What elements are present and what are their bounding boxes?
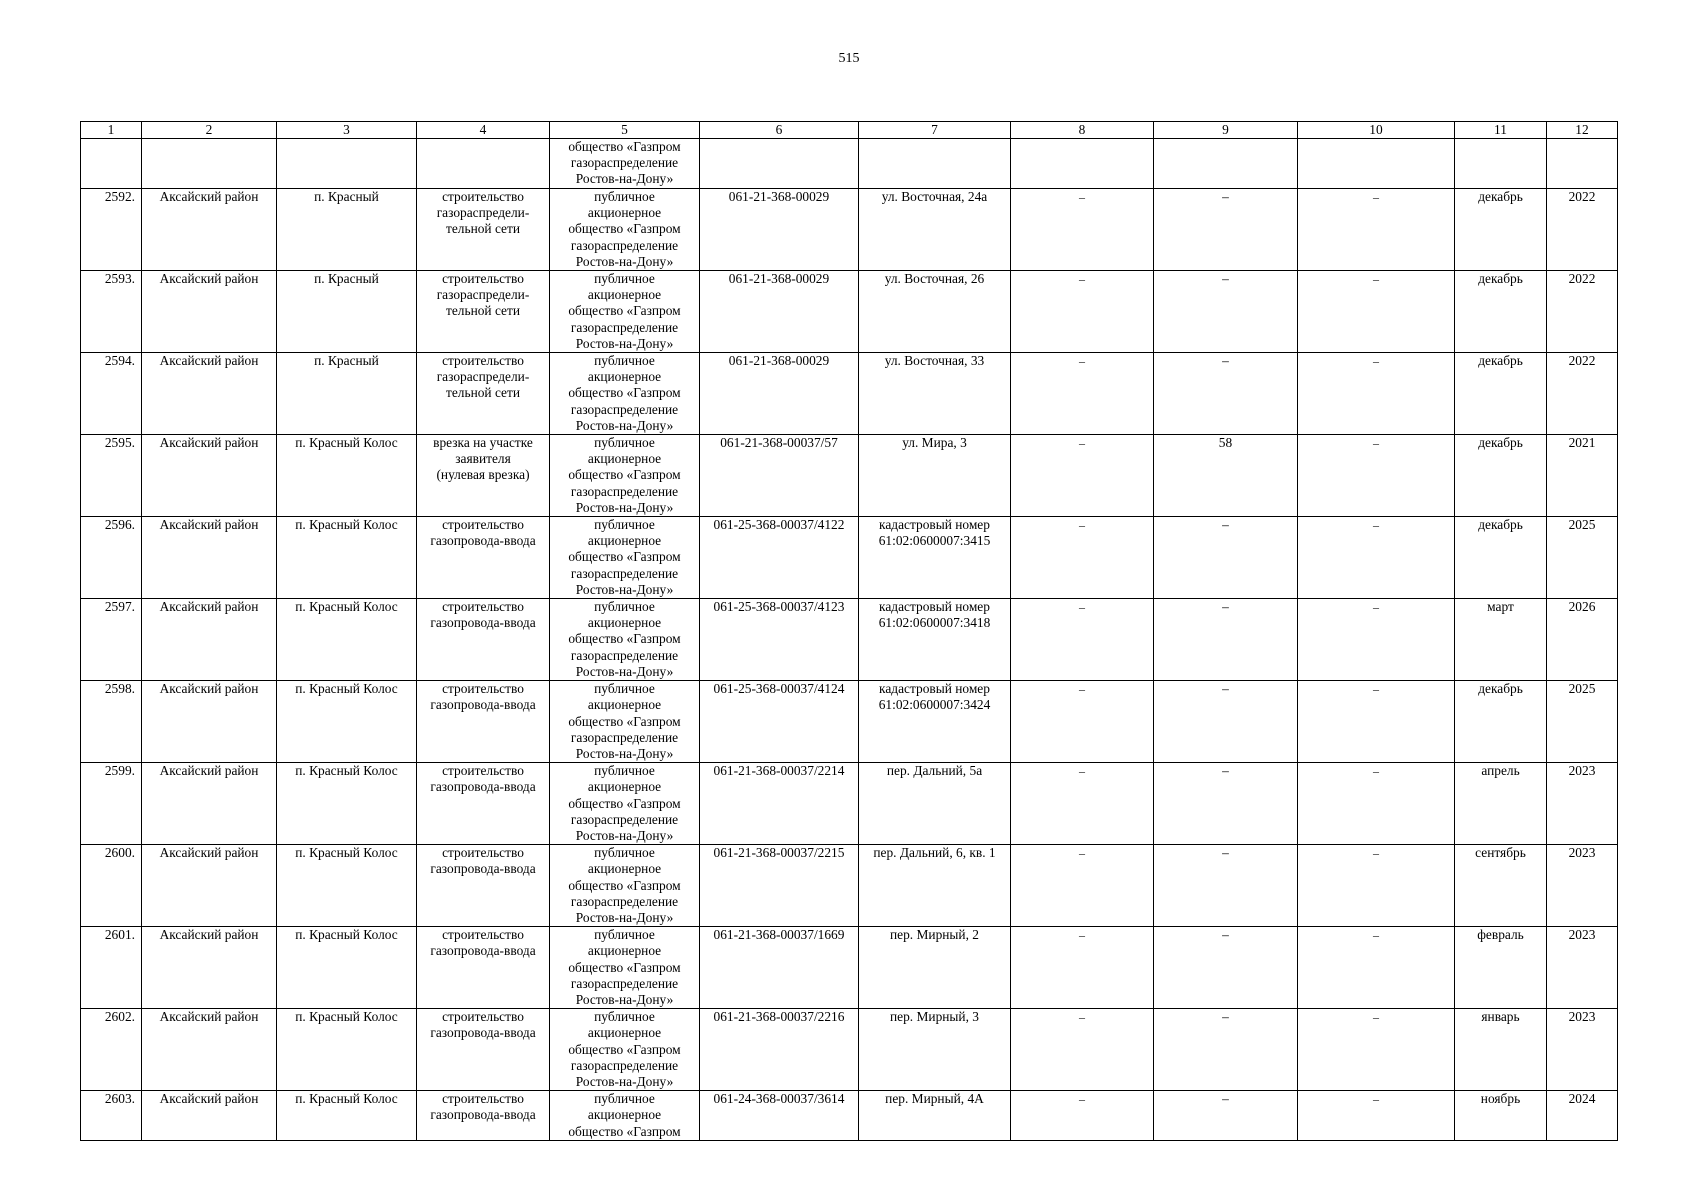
org-line: Ростов-на-Дону» xyxy=(575,253,674,269)
district-cell: Аксайский район xyxy=(142,1091,277,1141)
org-line: газораспределение xyxy=(570,811,679,827)
column-number-9: 9 xyxy=(1154,122,1298,139)
column-number-6: 6 xyxy=(700,122,859,139)
org-line: публичное xyxy=(594,681,655,697)
org-line: Ростов-на-Дону» xyxy=(575,335,674,351)
address-cell xyxy=(859,763,1011,845)
work-type-line: заявителя xyxy=(455,451,511,467)
value-cell-9: – xyxy=(1154,599,1298,681)
address-line: ул. Восточная, 26 xyxy=(884,271,985,287)
address-line: пер. Мирный, 2 xyxy=(890,927,979,943)
locality-cell: п. Красный Колос xyxy=(277,1091,417,1141)
locality-cell: п. Красный xyxy=(277,189,417,271)
org-line: Ростов-на-Дону» xyxy=(575,581,674,597)
org-line: публичное xyxy=(594,435,655,451)
org-line: публичное xyxy=(594,517,655,533)
org-line: акционерное xyxy=(587,1107,662,1123)
year-cell: 2025 xyxy=(1547,681,1618,763)
month-cell: ноябрь xyxy=(1455,1091,1547,1141)
org-line: публичное xyxy=(594,763,655,779)
org-line: Ростов-на-Дону» xyxy=(575,1073,674,1089)
value-cell-9: – xyxy=(1154,1009,1298,1091)
year-cell: 2023 xyxy=(1547,1009,1618,1091)
value-cell-10: – xyxy=(1298,599,1455,681)
row-number-cell: 2601. xyxy=(81,927,142,1009)
year-cell: 2022 xyxy=(1547,189,1618,271)
table-row xyxy=(81,353,1618,435)
address-line: пер. Мирный, 3 xyxy=(890,1009,979,1025)
org-cell xyxy=(550,271,700,353)
month-cell: декабрь xyxy=(1455,681,1547,763)
org-line: газораспределение xyxy=(570,893,679,909)
month-cell: декабрь xyxy=(1455,189,1547,271)
org-line: публичное xyxy=(594,599,655,615)
locality-cell: п. Красный Колос xyxy=(277,517,417,599)
org-line: акционерное xyxy=(587,205,662,221)
empty-cell xyxy=(1011,139,1154,189)
code-cell: 061-25-368-00037/4122 xyxy=(700,517,859,599)
table-row xyxy=(81,271,1618,353)
code-cell: 061-21-368-00037/1669 xyxy=(700,927,859,1009)
year-cell: 2024 xyxy=(1547,1091,1618,1141)
table-row xyxy=(81,845,1618,927)
value-cell-10: – xyxy=(1298,1009,1455,1091)
row-number-cell: 2602. xyxy=(81,1009,142,1091)
work-type-line: строительство xyxy=(442,681,524,697)
address-cell xyxy=(859,189,1011,271)
org-line: общество «Газпром xyxy=(568,1041,681,1057)
address-cell xyxy=(859,271,1011,353)
org-line: публичное xyxy=(594,1009,655,1025)
org-line: Ростов-на-Дону» xyxy=(575,171,674,187)
org-line: общество «Газпром xyxy=(568,959,681,975)
year-cell: 2021 xyxy=(1547,435,1618,517)
district-cell: Аксайский район xyxy=(142,845,277,927)
address-line: пер. Дальний, 5а xyxy=(886,763,983,779)
registry-table-body xyxy=(81,122,1618,1141)
address-cell xyxy=(859,353,1011,435)
table-row xyxy=(81,1091,1618,1141)
code-cell: 061-24-368-00037/3614 xyxy=(700,1091,859,1141)
row-number-cell: 2597. xyxy=(81,599,142,681)
work-type-cell xyxy=(417,271,550,353)
column-number-row xyxy=(81,122,1618,139)
district-cell: Аксайский район xyxy=(142,517,277,599)
org-line: газораспределение xyxy=(570,647,679,663)
empty-cell xyxy=(1298,139,1455,189)
org-line: Ростов-на-Дону» xyxy=(575,499,674,515)
address-cell xyxy=(859,845,1011,927)
org-cell xyxy=(550,763,700,845)
value-cell-10: – xyxy=(1298,435,1455,517)
column-number-2: 2 xyxy=(142,122,277,139)
value-cell-8: – xyxy=(1011,517,1154,599)
year-cell: 2023 xyxy=(1547,927,1618,1009)
org-cell xyxy=(550,189,700,271)
org-line: общество «Газпром xyxy=(568,549,681,565)
month-cell: март xyxy=(1455,599,1547,681)
row-number-cell: 2596. xyxy=(81,517,142,599)
address-line: кадастровый номер xyxy=(879,681,990,697)
work-type-cell xyxy=(417,517,550,599)
address-cell xyxy=(859,681,1011,763)
org-line: акционерное xyxy=(587,369,662,385)
work-type-line: строительство xyxy=(442,1091,524,1107)
work-type-line: газопровода-ввода xyxy=(430,779,536,795)
address-line: 61:02:0600007:3415 xyxy=(878,533,991,549)
code-cell: 061-21-368-00029 xyxy=(700,189,859,271)
work-type-line: строительство xyxy=(442,1009,524,1025)
locality-cell: п. Красный Колос xyxy=(277,763,417,845)
value-cell-8: – xyxy=(1011,1091,1154,1141)
value-cell-9: – xyxy=(1154,927,1298,1009)
value-cell-8: – xyxy=(1011,927,1154,1009)
empty-cell xyxy=(700,139,859,189)
value-cell-10: – xyxy=(1298,763,1455,845)
work-type-cell xyxy=(417,435,550,517)
value-cell-8: – xyxy=(1011,763,1154,845)
value-cell-9: – xyxy=(1154,353,1298,435)
address-line: кадастровый номер xyxy=(879,517,990,533)
value-cell-9: – xyxy=(1154,681,1298,763)
month-cell: апрель xyxy=(1455,763,1547,845)
month-cell: декабрь xyxy=(1455,517,1547,599)
address-line: ул. Восточная, 24а xyxy=(881,189,988,204)
district-cell: Аксайский район xyxy=(142,189,277,271)
code-cell: 061-21-368-00037/2215 xyxy=(700,845,859,927)
org-line: общество «Газпром xyxy=(568,713,681,729)
month-cell: январь xyxy=(1455,1009,1547,1091)
org-line: общество «Газпром xyxy=(568,877,681,893)
code-cell: 061-21-368-00029 xyxy=(700,271,859,353)
month-cell: декабрь xyxy=(1455,271,1547,353)
org-line: акционерное xyxy=(587,779,662,795)
value-cell-9: 58 xyxy=(1154,435,1298,517)
org-line: газораспределение xyxy=(570,1057,679,1073)
locality-cell: п. Красный xyxy=(277,353,417,435)
work-type-cell xyxy=(417,927,550,1009)
org-line: Ростов-на-Дону» xyxy=(575,417,674,433)
org-line: акционерное xyxy=(587,533,662,549)
table-row xyxy=(81,435,1618,517)
org-line: публичное xyxy=(594,353,655,369)
address-line: ул. Восточная, 33 xyxy=(884,353,985,369)
address-line: 61:02:0600007:3418 xyxy=(878,615,991,631)
column-number-5: 5 xyxy=(550,122,700,139)
org-line: Ростов-на-Дону» xyxy=(575,909,674,925)
column-number-1: 1 xyxy=(81,122,142,139)
registry-table xyxy=(80,121,1618,1141)
work-type-cell xyxy=(417,189,550,271)
work-type-line: врезка на участке xyxy=(433,435,533,451)
empty-cell xyxy=(859,139,1011,189)
work-type-line: газопровода-ввода xyxy=(430,615,536,631)
year-cell: 2023 xyxy=(1547,763,1618,845)
district-cell: Аксайский район xyxy=(142,435,277,517)
district-cell: Аксайский район xyxy=(142,353,277,435)
address-cell xyxy=(859,599,1011,681)
column-number-8: 8 xyxy=(1011,122,1154,139)
org-line: публичное xyxy=(594,845,655,861)
locality-cell: п. Красный Колос xyxy=(277,927,417,1009)
org-line: акционерное xyxy=(587,943,662,959)
work-type-line: газопровода-ввода xyxy=(430,1107,536,1123)
value-cell-9: – xyxy=(1154,271,1298,353)
month-cell: декабрь xyxy=(1455,353,1547,435)
address-line: пер. Мирный, 4А xyxy=(885,1091,984,1107)
table-row xyxy=(81,599,1618,681)
row-number-cell: 2598. xyxy=(81,681,142,763)
org-cell xyxy=(550,517,700,599)
empty-cell xyxy=(1154,139,1298,189)
value-cell-8: – xyxy=(1011,681,1154,763)
address-line: пер. Дальний, 6, кв. 1 xyxy=(873,845,996,861)
org-line: публичное xyxy=(594,1091,655,1107)
code-cell: 061-21-368-00037/2214 xyxy=(700,763,859,845)
work-type-line: тельной сети xyxy=(445,385,521,401)
work-type-line: тельной сети xyxy=(445,221,521,237)
work-type-line: газораспредели- xyxy=(436,205,530,221)
work-type-cell xyxy=(417,353,550,435)
org-line: общество «Газпром xyxy=(568,1123,681,1139)
district-cell: Аксайский район xyxy=(142,763,277,845)
district-cell: Аксайский район xyxy=(142,1009,277,1091)
value-cell-8: – xyxy=(1011,353,1154,435)
table-row xyxy=(81,681,1618,763)
work-type-line: строительство xyxy=(442,189,524,204)
year-cell: 2025 xyxy=(1547,517,1618,599)
org-line: газораспределение xyxy=(570,565,679,581)
column-number-7: 7 xyxy=(859,122,1011,139)
empty-cell xyxy=(1455,139,1547,189)
value-cell-8: – xyxy=(1011,435,1154,517)
address-cell xyxy=(859,517,1011,599)
code-cell: 061-21-368-00037/2216 xyxy=(700,1009,859,1091)
org-cell xyxy=(550,435,700,517)
org-line: газораспределение xyxy=(570,401,679,417)
value-cell-8: – xyxy=(1011,189,1154,271)
work-type-line: газораспредели- xyxy=(436,369,530,385)
locality-cell: п. Красный Колос xyxy=(277,1009,417,1091)
work-type-cell xyxy=(417,845,550,927)
work-type-line: строительство xyxy=(442,271,524,287)
address-cell xyxy=(859,1009,1011,1091)
column-number-11: 11 xyxy=(1455,122,1547,139)
org-line: акционерное xyxy=(587,1025,662,1041)
value-cell-10: – xyxy=(1298,189,1455,271)
org-cell xyxy=(550,139,700,189)
org-line: публичное xyxy=(594,927,655,943)
row-number-cell: 2592. xyxy=(81,189,142,271)
org-line: газораспределение xyxy=(570,319,679,335)
district-cell: Аксайский район xyxy=(142,681,277,763)
work-type-line: строительство xyxy=(442,599,524,615)
row-number-cell: 2600. xyxy=(81,845,142,927)
org-cell xyxy=(550,845,700,927)
work-type-line: строительство xyxy=(442,845,524,861)
work-type-line: газопровода-ввода xyxy=(430,861,536,877)
org-cell xyxy=(550,1091,700,1141)
org-line: общество «Газпром xyxy=(568,795,681,811)
column-number-3: 3 xyxy=(277,122,417,139)
column-number-4: 4 xyxy=(417,122,550,139)
value-cell-8: – xyxy=(1011,271,1154,353)
work-type-line: газопровода-ввода xyxy=(430,533,536,549)
work-type-cell xyxy=(417,763,550,845)
value-cell-10: – xyxy=(1298,1091,1455,1141)
org-line: публичное xyxy=(594,271,655,287)
work-type-line: строительство xyxy=(442,927,524,943)
value-cell-9: – xyxy=(1154,763,1298,845)
empty-cell xyxy=(277,139,417,189)
org-line: общество «Газпром xyxy=(568,631,681,647)
org-line: общество «Газпром xyxy=(568,139,681,154)
row-number-cell: 2594. xyxy=(81,353,142,435)
month-cell: сентябрь xyxy=(1455,845,1547,927)
district-cell: Аксайский район xyxy=(142,271,277,353)
value-cell-9: – xyxy=(1154,1091,1298,1141)
work-type-line: тельной сети xyxy=(445,303,521,319)
org-line: Ростов-на-Дону» xyxy=(575,745,674,761)
locality-cell: п. Красный Колос xyxy=(277,681,417,763)
address-cell xyxy=(859,435,1011,517)
org-cell xyxy=(550,353,700,435)
address-line: кадастровый номер xyxy=(879,599,990,615)
row-number-cell: 2593. xyxy=(81,271,142,353)
address-line: ул. Мира, 3 xyxy=(902,435,967,451)
org-line: Ростов-на-Дону» xyxy=(575,827,674,843)
org-line: газораспределение xyxy=(570,237,679,253)
org-line: акционерное xyxy=(587,697,662,713)
code-cell: 061-25-368-00037/4123 xyxy=(700,599,859,681)
org-cell xyxy=(550,927,700,1009)
month-cell: декабрь xyxy=(1455,435,1547,517)
empty-cell xyxy=(81,139,142,189)
locality-cell: п. Красный Колос xyxy=(277,599,417,681)
work-type-line: газопровода-ввода xyxy=(430,1025,536,1041)
address-cell xyxy=(859,927,1011,1009)
address-cell xyxy=(859,1091,1011,1141)
row-number-cell: 2599. xyxy=(81,763,142,845)
work-type-line: газораспредели- xyxy=(436,287,530,303)
org-line: акционерное xyxy=(587,615,662,631)
empty-cell xyxy=(142,139,277,189)
org-line: газораспределение xyxy=(570,975,679,991)
locality-cell: п. Красный Колос xyxy=(277,435,417,517)
code-cell: 061-21-368-00029 xyxy=(700,353,859,435)
row-number-cell: 2603. xyxy=(81,1091,142,1141)
org-line: Ростов-на-Дону» xyxy=(575,663,674,679)
year-cell: 2022 xyxy=(1547,271,1618,353)
value-cell-8: – xyxy=(1011,1009,1154,1091)
table-row xyxy=(81,927,1618,1009)
org-line: общество «Газпром xyxy=(568,467,681,483)
continuation-row xyxy=(81,139,1618,189)
org-line: газораспределение xyxy=(570,483,679,499)
page-number: 515 xyxy=(838,51,860,66)
org-line: газораспределение xyxy=(570,729,679,745)
table-row xyxy=(81,763,1618,845)
value-cell-9: – xyxy=(1154,517,1298,599)
value-cell-8: – xyxy=(1011,845,1154,927)
table-row xyxy=(81,189,1618,271)
value-cell-10: – xyxy=(1298,927,1455,1009)
org-cell xyxy=(550,599,700,681)
org-line: общество «Газпром xyxy=(568,385,681,401)
value-cell-9: – xyxy=(1154,845,1298,927)
work-type-line: газопровода-ввода xyxy=(430,697,536,713)
org-line: публичное xyxy=(594,189,655,204)
district-cell: Аксайский район xyxy=(142,599,277,681)
org-line: Ростов-на-Дону» xyxy=(575,991,674,1007)
value-cell-9: – xyxy=(1154,189,1298,271)
year-cell: 2026 xyxy=(1547,599,1618,681)
locality-cell: п. Красный Колос xyxy=(277,845,417,927)
org-line: общество «Газпром xyxy=(568,221,681,237)
code-cell: 061-21-368-00037/57 xyxy=(700,435,859,517)
value-cell-10: – xyxy=(1298,271,1455,353)
code-cell: 061-25-368-00037/4124 xyxy=(700,681,859,763)
org-line: общество «Газпром xyxy=(568,303,681,319)
locality-cell: п. Красный xyxy=(277,271,417,353)
org-line: акционерное xyxy=(587,861,662,877)
table-row xyxy=(81,517,1618,599)
work-type-line: (нулевая врезка) xyxy=(436,467,530,483)
year-cell: 2023 xyxy=(1547,845,1618,927)
column-number-12: 12 xyxy=(1547,122,1618,139)
empty-cell xyxy=(1547,139,1618,189)
empty-cell xyxy=(417,139,550,189)
district-cell: Аксайский район xyxy=(142,927,277,1009)
work-type-line: строительство xyxy=(442,517,524,533)
column-number-10: 10 xyxy=(1298,122,1455,139)
work-type-line: газопровода-ввода xyxy=(430,943,536,959)
address-line: 61:02:0600007:3424 xyxy=(878,697,991,713)
work-type-cell xyxy=(417,1009,550,1091)
work-type-cell xyxy=(417,681,550,763)
month-cell: февраль xyxy=(1455,927,1547,1009)
value-cell-10: – xyxy=(1298,845,1455,927)
org-cell xyxy=(550,1009,700,1091)
year-cell: 2022 xyxy=(1547,353,1618,435)
work-type-cell xyxy=(417,1091,550,1141)
value-cell-10: – xyxy=(1298,681,1455,763)
work-type-line: строительство xyxy=(442,763,524,779)
org-line: газораспределение xyxy=(570,155,679,171)
value-cell-10: – xyxy=(1298,353,1455,435)
row-number-cell: 2595. xyxy=(81,435,142,517)
work-type-cell xyxy=(417,599,550,681)
work-type-line: строительство xyxy=(442,353,524,369)
org-line: акционерное xyxy=(587,451,662,467)
table-row xyxy=(81,1009,1618,1091)
value-cell-10: – xyxy=(1298,517,1455,599)
org-line: акционерное xyxy=(587,287,662,303)
org-cell xyxy=(550,681,700,763)
value-cell-8: – xyxy=(1011,599,1154,681)
